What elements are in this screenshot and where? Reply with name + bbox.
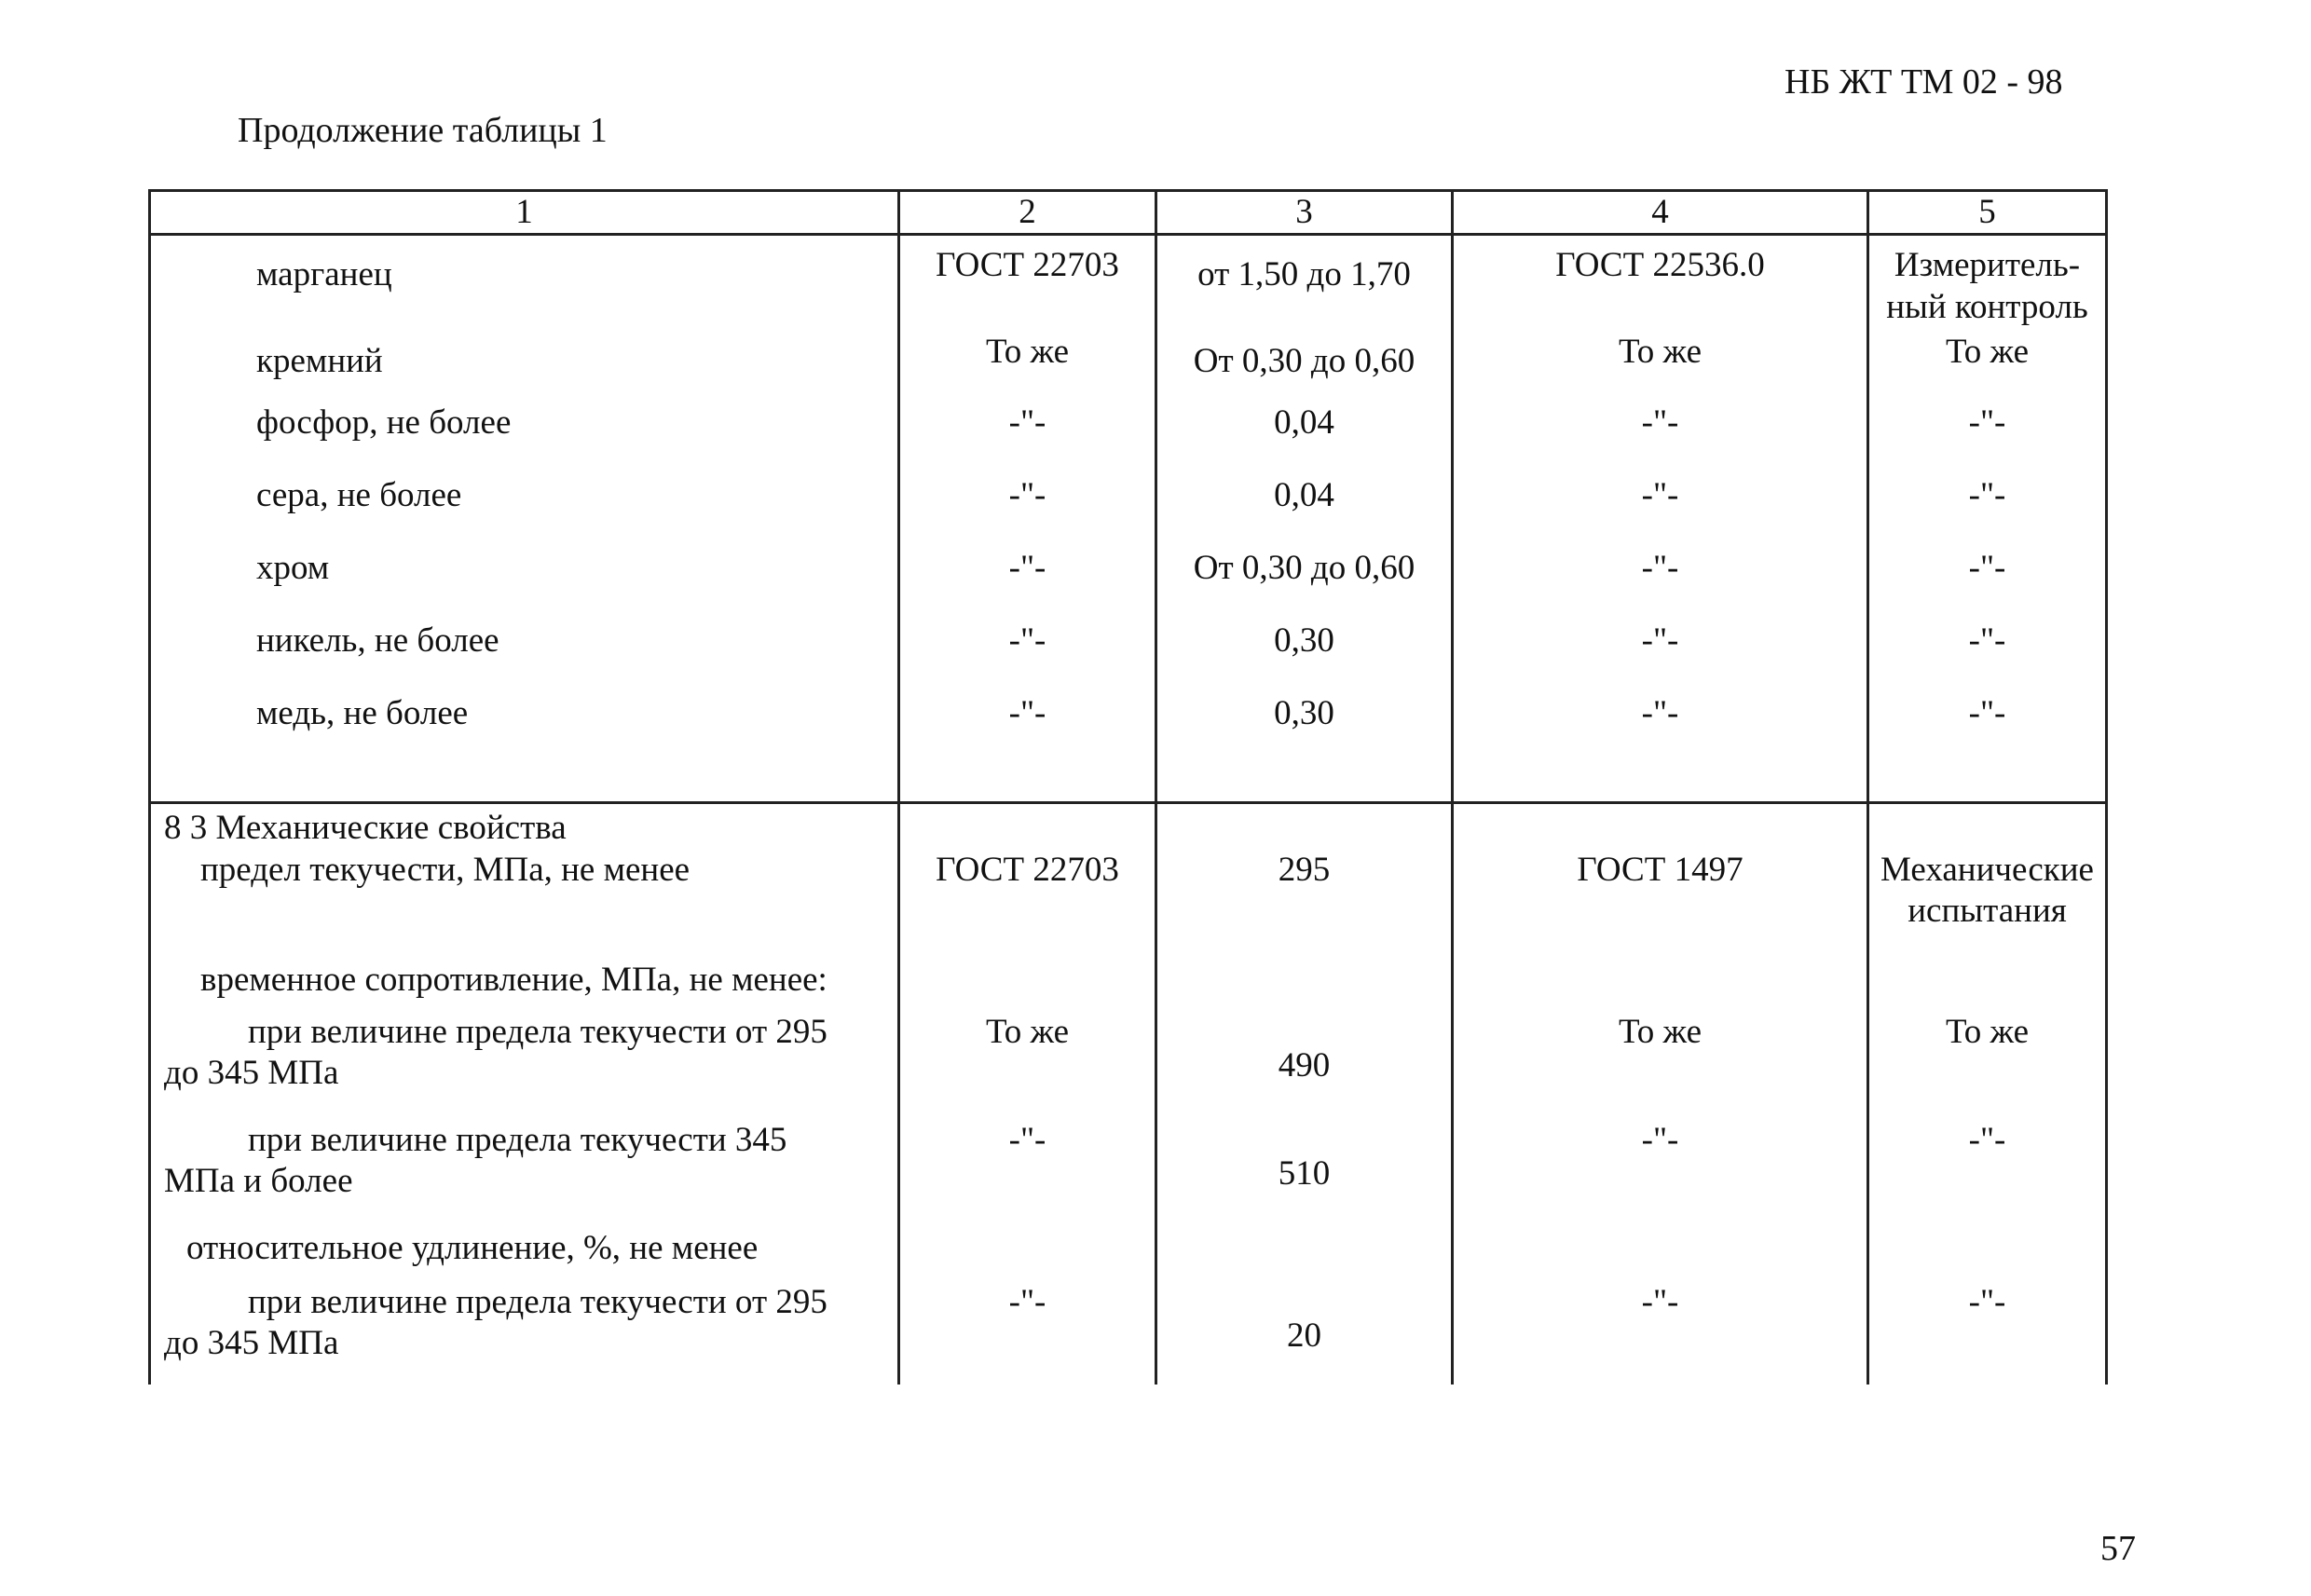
column-number: 1 [150, 191, 899, 235]
table-row [150, 621, 2107, 693]
required-value: 510 [1156, 1120, 1453, 1228]
table-row [150, 1012, 2107, 1120]
test-standard: То же [1453, 1012, 1868, 1120]
property-name [150, 235, 899, 332]
table-row [150, 475, 2107, 548]
column-number: 5 [1868, 191, 2107, 235]
property-name: кремний [150, 332, 899, 402]
property-name: фосфор, не более [150, 402, 899, 475]
property-label-line: при величине предела текучести от 295 [248, 1012, 827, 1051]
table-row [150, 693, 2107, 803]
control-type: -"- [1868, 548, 2107, 621]
test-standard: -"- [1453, 1120, 1868, 1228]
control-type: -"- [1868, 621, 2107, 693]
required-value: 490 [1156, 1012, 1453, 1120]
control-type: -"- [1868, 1282, 2107, 1385]
subsection-title: относительное удлинение, %, не менее [150, 1228, 899, 1282]
property-name: хром [150, 548, 899, 621]
column-number: 2 [899, 191, 1156, 235]
test-standard: То же [1453, 332, 1868, 402]
method-standard: -"- [899, 475, 1156, 548]
table-row [150, 235, 2107, 332]
subsection-title: временное сопротивление, МПа, не менее: [150, 960, 899, 1012]
method-standard: -"- [899, 402, 1156, 475]
property-name [150, 1012, 899, 1120]
property-name: сера, не более [150, 475, 899, 548]
property-label-line: при величине предела текучести от 295 [248, 1282, 827, 1321]
page-number: 57 [2100, 1529, 2136, 1568]
test-standard: -"- [1453, 475, 1868, 548]
test-standard: -"- [1453, 548, 1868, 621]
test-standard: -"- [1453, 1282, 1868, 1385]
method-standard: -"- [899, 621, 1156, 693]
test-standard: -"- [1453, 621, 1868, 693]
method-standard: То же [899, 332, 1156, 402]
property-label-line: при величине предела текучести 345 [248, 1120, 787, 1159]
method-standard: -"- [899, 548, 1156, 621]
property-name: никель, не более [150, 621, 899, 693]
method-standard: ГОСТ 22703 [899, 850, 1156, 960]
control-type: -"- [1868, 1120, 2107, 1228]
control-type: Измеритель-ный контроль [1868, 235, 2107, 332]
property-name: предел текучести, МПа, не менее [150, 850, 899, 960]
control-type: -"- [1868, 402, 2107, 475]
table-row [150, 960, 2107, 1012]
table-row [150, 803, 2107, 850]
requirements-table [148, 189, 2108, 1385]
property-name [150, 1120, 899, 1228]
property-name [150, 1282, 899, 1385]
required-value: 20 [1156, 1282, 1453, 1385]
required-value: от 1,50 до 1,70 [1156, 235, 1453, 332]
column-number: 3 [1156, 191, 1453, 235]
table-row [150, 548, 2107, 621]
method-standard: -"- [899, 1120, 1156, 1228]
control-type: -"- [1868, 475, 2107, 548]
required-value: От 0,30 до 0,60 [1156, 548, 1453, 621]
required-value: 0,30 [1156, 693, 1453, 803]
property-name: медь, не более [150, 693, 899, 803]
table-row [150, 850, 2107, 960]
required-value: 0,04 [1156, 402, 1453, 475]
method-standard: -"- [899, 693, 1156, 803]
property-label-line: до 345 МПа [164, 1324, 339, 1363]
required-value: 295 [1156, 850, 1453, 960]
table-row [150, 1282, 2107, 1385]
control-type: -"- [1868, 693, 2107, 803]
method-standard: ГОСТ 22703 [899, 235, 1156, 332]
test-standard: ГОСТ 1497 [1453, 850, 1868, 960]
table-row [150, 1228, 2107, 1282]
test-standard: ГОСТ 22536.0 [1453, 235, 1868, 332]
section-title: 8 3 Механические свойства [150, 803, 899, 850]
table-caption: Продолжение таблицы 1 [238, 111, 608, 150]
property-label-line: до 345 МПа [164, 1054, 339, 1093]
method-standard: -"- [899, 1282, 1156, 1385]
control-type: То же [1868, 1012, 2107, 1120]
control-type: То же [1868, 332, 2107, 402]
test-standard: -"- [1453, 402, 1868, 475]
column-number: 4 [1453, 191, 1868, 235]
control-type: Механические испытания [1868, 850, 2107, 960]
property-label-line: МПа и более [164, 1162, 353, 1201]
property-label: марганец [256, 255, 392, 294]
table-row [150, 1120, 2107, 1228]
document-code: НБ ЖТ ТМ 02 - 98 [1785, 62, 2063, 102]
required-value: 0,04 [1156, 475, 1453, 548]
table-row [150, 332, 2107, 402]
required-value: 0,30 [1156, 621, 1453, 693]
required-value: От 0,30 до 0,60 [1156, 332, 1453, 402]
test-standard: -"- [1453, 693, 1868, 803]
table-row [150, 402, 2107, 475]
column-number-row [150, 191, 2107, 235]
method-standard: То же [899, 1012, 1156, 1120]
